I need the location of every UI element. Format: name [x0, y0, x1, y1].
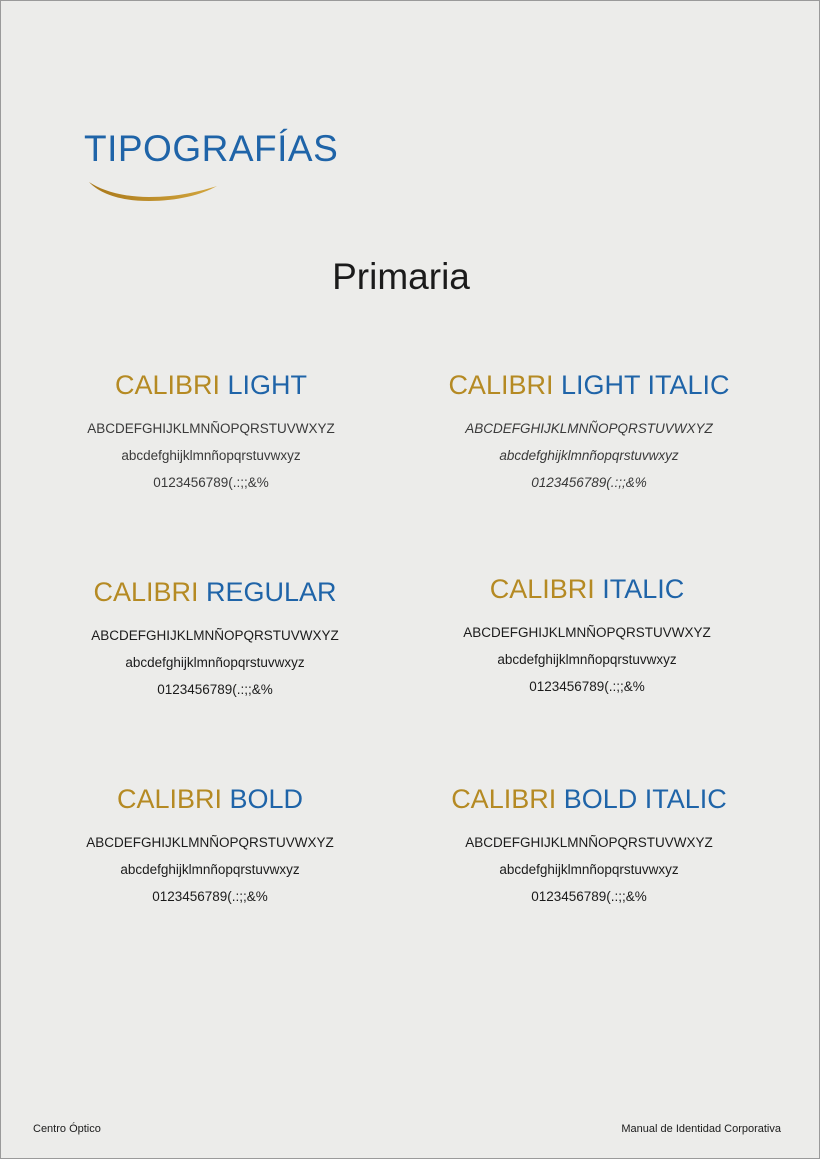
- font-name-family: CALIBRI: [451, 784, 557, 814]
- font-specimen-italic: [387, 573, 787, 700]
- font-name: [10, 783, 410, 815]
- sample-lowercase: abcdefghijklmnñopqrstuvwxyz: [125, 655, 305, 671]
- font-name-family: CALIBRI: [114, 370, 220, 400]
- font-name-weight: ITALIC: [602, 574, 685, 604]
- font-name: [11, 369, 411, 401]
- font-name-family: CALIBRI: [448, 370, 554, 400]
- font-name-family: CALIBRI: [116, 784, 222, 814]
- font-specimen-light: [11, 369, 411, 496]
- sample-uppercase: ABCDEFGHIJKLMNÑOPQRSTUVWXYZ: [465, 835, 713, 851]
- font-name-family: CALIBRI: [489, 574, 595, 604]
- footer-company-name: Centro Óptico: [33, 1123, 101, 1135]
- font-name: [387, 573, 787, 605]
- footer-document-title: Manual de Identidad Corporativa: [621, 1123, 781, 1135]
- sample-uppercase: ABCDEFGHIJKLMNÑOPQRSTUVWXYZ: [463, 625, 711, 641]
- font-specimen-regular: [15, 576, 415, 703]
- decorative-swoosh: [87, 177, 222, 205]
- font-specimen-light-italic: [389, 369, 789, 496]
- sample-lowercase: abcdefghijklmnñopqrstuvwxyz: [499, 862, 679, 878]
- sample-digits: 0123456789(.:;;&%: [152, 889, 268, 905]
- font-name-weight: BOLD: [229, 784, 304, 814]
- font-name-weight: LIGHT: [227, 370, 308, 400]
- sample-uppercase: ABCDEFGHIJKLMNÑOPQRSTUVWXYZ: [465, 421, 713, 437]
- font-name-weight: REGULAR: [206, 577, 337, 607]
- sample-lowercase: abcdefghijklmnñopqrstuvwxyz: [120, 862, 300, 878]
- font-name-family: CALIBRI: [93, 577, 199, 607]
- sample-lowercase: abcdefghijklmnñopqrstuvwxyz: [497, 652, 677, 668]
- sample-digits: 0123456789(.:;;&%: [157, 682, 273, 698]
- font-name: [15, 576, 415, 608]
- font-name-weight: BOLD ITALIC: [563, 784, 727, 814]
- sample-uppercase: ABCDEFGHIJKLMNÑOPQRSTUVWXYZ: [87, 421, 335, 437]
- font-name: [389, 369, 789, 401]
- sample-lowercase: abcdefghijklmnñopqrstuvwxyz: [499, 448, 679, 464]
- sample-uppercase: ABCDEFGHIJKLMNÑOPQRSTUVWXYZ: [86, 835, 334, 851]
- sample-uppercase: ABCDEFGHIJKLMNÑOPQRSTUVWXYZ: [91, 628, 339, 644]
- font-name-weight: LIGHT ITALIC: [561, 370, 730, 400]
- sample-digits: 0123456789(.:;;&%: [529, 679, 645, 695]
- subtitle: Primaria: [332, 256, 470, 297]
- font-specimen-bold: [10, 783, 410, 910]
- font-name: [389, 783, 789, 815]
- font-specimen-bold-italic: [389, 783, 789, 910]
- sample-digits: 0123456789(.:;;&%: [153, 475, 269, 491]
- sample-digits: 0123456789(.:;;&%: [531, 475, 647, 491]
- section-title: TIPOGRAFÍAS: [84, 128, 339, 169]
- sample-lowercase: abcdefghijklmnñopqrstuvwxyz: [121, 448, 301, 464]
- sample-digits: 0123456789(.:;;&%: [531, 889, 647, 905]
